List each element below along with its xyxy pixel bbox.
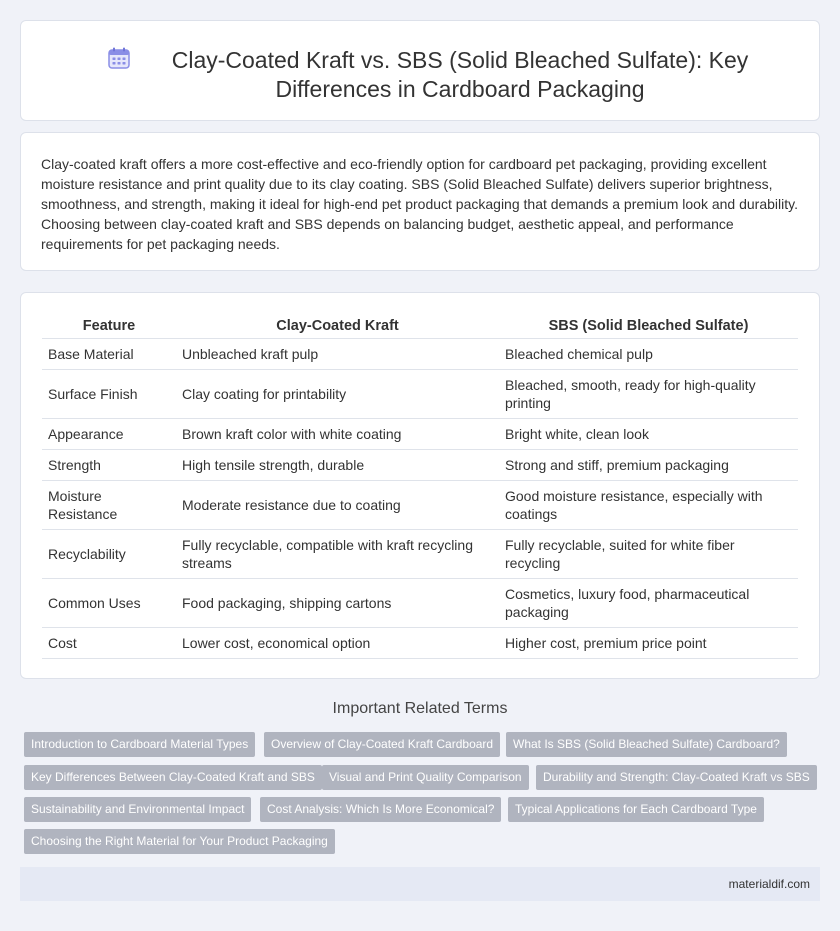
column-header-sbs: SBS (Solid Bleached Sulfate) [499, 316, 798, 338]
related-terms-heading: Important Related Terms [332, 700, 508, 717]
footer-site-name[interactable]: materialdif.com [728, 877, 810, 891]
feature-cell: Surface Finish [42, 369, 176, 418]
related-term-tag[interactable]: Choosing the Right Material for Your Product Packaging [24, 829, 335, 854]
related-term-tag[interactable]: Key Differences Between Clay-Coated Kraft and SBS [24, 765, 322, 790]
related-term-tag[interactable]: Durability and Strength: Clay-Coated Kraft vs SBS [536, 765, 817, 790]
sbs-cell: Bleached chemical pulp [499, 338, 798, 369]
table-row [42, 338, 798, 369]
sbs-cell: Strong and stiff, premium packaging [499, 449, 798, 480]
table-row [42, 418, 798, 449]
related-term-tag[interactable]: Typical Applications for Each Cardboard Type [508, 797, 764, 822]
related-term-tag[interactable]: Overview of Clay-Coated Kraft Cardboard [264, 732, 500, 757]
feature-cell: Strength [42, 449, 176, 480]
table-header-row [42, 316, 798, 338]
feature-cell: Moisture Resistance [42, 480, 176, 529]
related-term-tag[interactable]: Visual and Print Quality Comparison [322, 765, 529, 790]
feature-cell: Cost [42, 627, 176, 658]
clay-coated-kraft-cell: High tensile strength, durable [176, 449, 499, 480]
sbs-cell: Cosmetics, luxury food, pharmaceutical packaging [499, 578, 798, 627]
clay-coated-kraft-cell: Food packaging, shipping cartons [176, 578, 499, 627]
clay-coated-kraft-cell: Fully recyclable, compatible with kraft recycling streams [176, 529, 499, 578]
header-card [20, 20, 820, 121]
table-row [42, 578, 798, 627]
comparison-table-card [20, 292, 820, 679]
column-header-feature: Feature [42, 316, 176, 338]
clay-coated-kraft-cell: Moderate resistance due to coating [176, 480, 499, 529]
sbs-cell: Fully recyclable, suited for white fiber recycling [499, 529, 798, 578]
feature-cell: Appearance [42, 418, 176, 449]
calendar-grid-icon [108, 47, 130, 69]
related-term-tag[interactable]: Sustainability and Environmental Impact [24, 797, 251, 822]
sbs-cell: Bright white, clean look [499, 418, 798, 449]
related-term-tag[interactable]: Introduction to Cardboard Material Types [24, 732, 255, 757]
clay-coated-kraft-cell: Clay coating for printability [176, 369, 499, 418]
feature-cell: Common Uses [42, 578, 176, 627]
table-row [42, 627, 798, 658]
table-row [42, 529, 798, 578]
related-term-tag[interactable]: What Is SBS (Solid Bleached Sulfate) Cardboard? [506, 732, 787, 757]
intro-card [20, 132, 820, 271]
footer-bar [20, 867, 820, 901]
sbs-cell: Bleached, smooth, ready for high-quality printing [499, 369, 798, 418]
table-row [42, 369, 798, 418]
related-term-tag[interactable]: Cost Analysis: Which Is More Economical? [260, 797, 501, 822]
column-header-clay-coated-kraft: Clay-Coated Kraft [176, 316, 499, 338]
feature-cell: Base Material [42, 338, 176, 369]
clay-coated-kraft-cell: Unbleached kraft pulp [176, 338, 499, 369]
intro-paragraph: Clay-coated kraft offers a more cost-effective and eco-friendly option for cardboard pet packaging, providing excellent moisture resistance and print quality due to its clay coating. SBS (Solid Bleached Sulfate) delivers superior brightness, smoothness, and strength, making it ideal for high-end pet product packaging that demands a premium look and durability. Choosing between clay-coated kraft and SBS depends on balancing budget, aesthetic appeal, and performance requirements for pet packaging needs. [41, 156, 798, 252]
clay-coated-kraft-cell: Brown kraft color with white coating [176, 418, 499, 449]
sbs-cell: Good moisture resistance, especially with coatings [499, 480, 798, 529]
comparison-table [42, 316, 798, 659]
table-row [42, 480, 798, 529]
feature-cell: Recyclability [42, 529, 176, 578]
clay-coated-kraft-cell: Lower cost, economical option [176, 627, 499, 658]
table-row [42, 449, 798, 480]
sbs-cell: Higher cost, premium price point [499, 627, 798, 658]
page-title: Clay-Coated Kraft vs. SBS (Solid Bleached Sulfate): Key Differences in Cardboard Packaging [171, 47, 749, 102]
